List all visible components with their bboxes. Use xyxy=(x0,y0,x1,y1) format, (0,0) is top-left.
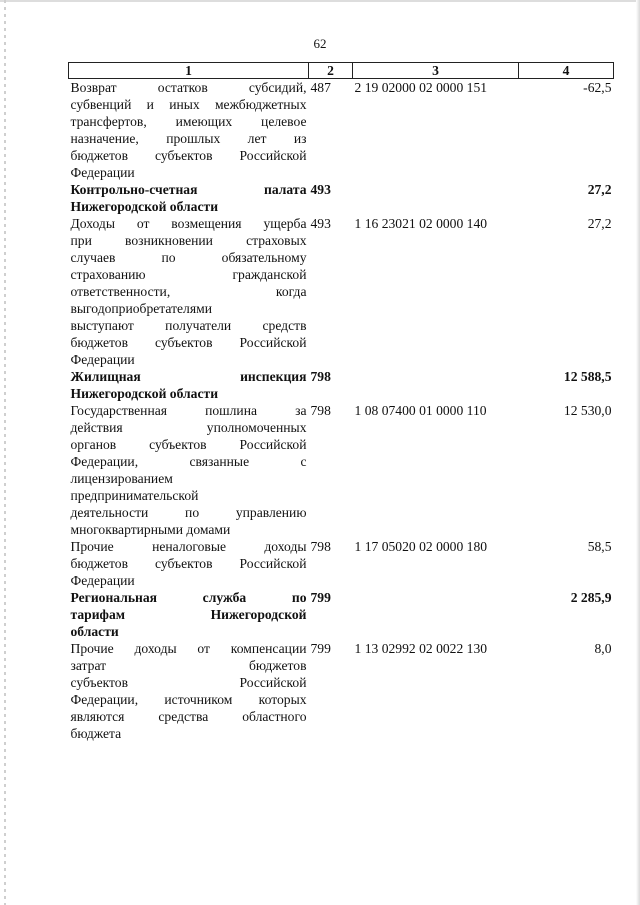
table-row xyxy=(69,215,614,368)
row-budget-code: 1 17 05020 02 0000 180 xyxy=(354,539,488,554)
row-name xyxy=(69,640,309,742)
page-number: 62 xyxy=(313,36,327,51)
row-amount: 27,2 xyxy=(587,182,612,197)
table-row xyxy=(69,368,614,402)
table-body xyxy=(69,79,614,743)
row-admin-code: 798 xyxy=(310,369,331,384)
row-admin-code: 493 xyxy=(310,216,331,231)
row-amount: 2 285,9 xyxy=(570,590,612,605)
row-admin-code: 799 xyxy=(310,641,331,656)
row-budget-code xyxy=(353,589,519,640)
row-amount: 58,5 xyxy=(587,539,612,554)
row-name-line: Федерации xyxy=(70,573,135,588)
row-name-line: Доходы от возмещения ущерба xyxy=(70,216,307,231)
row-name-line: Федерации, источником которых xyxy=(70,692,307,707)
row-name xyxy=(69,589,309,640)
row-admin-code: 493 xyxy=(310,182,331,197)
row-name-line: Нижегородской области xyxy=(70,199,219,214)
table-row xyxy=(69,79,614,182)
row-name-line: Государственная пошлина за xyxy=(70,403,307,418)
row-name-line: случаев по обязательному xyxy=(70,250,307,265)
row-name-line: Контрольно-счетная палата xyxy=(70,182,307,197)
column-header-admin-code: 2 xyxy=(309,63,353,79)
revenue-table xyxy=(68,62,614,742)
column-header-amount: 4 xyxy=(519,63,614,79)
row-name-line: страхованию гражданской xyxy=(70,267,307,282)
row-name-line: Региональная служба по xyxy=(70,590,307,605)
row-name-line: деятельности по управлению xyxy=(70,505,307,520)
row-amount: 27,2 xyxy=(587,216,612,231)
row-name-line: многоквартирными домами xyxy=(70,522,231,537)
row-name-line: являются средства областного xyxy=(70,709,307,724)
table-row xyxy=(69,402,614,538)
row-budget-code: 1 13 02992 02 0022 130 xyxy=(354,641,488,656)
scan-top-edge xyxy=(0,0,640,2)
row-name xyxy=(69,181,309,215)
row-name-line: субъектов Российской xyxy=(70,675,307,690)
row-name-line: Федерации, связанные с xyxy=(70,454,307,469)
row-name-line: выступают получатели средств xyxy=(70,318,307,333)
table-row xyxy=(69,589,614,640)
row-amount: 12 588,5 xyxy=(563,369,612,384)
row-amount: 12 530,0 xyxy=(563,403,612,418)
row-amount: 8,0 xyxy=(594,641,612,656)
row-name-line: Федерации xyxy=(70,352,135,367)
row-name-line: назначение, прошлых лет из xyxy=(70,131,307,146)
row-name-line: бюджетов субъектов Российской xyxy=(70,335,307,350)
row-name-line: Прочие неналоговые доходы xyxy=(70,539,307,554)
row-admin-code: 798 xyxy=(310,403,331,418)
row-name xyxy=(69,368,309,402)
scan-right-edge xyxy=(636,0,640,905)
row-name-line: бюджета xyxy=(70,726,122,741)
row-budget-code xyxy=(353,368,519,402)
row-name-line: лицензированием xyxy=(70,471,173,486)
row-name-line: бюджетов субъектов Российской xyxy=(70,148,307,163)
row-budget-code xyxy=(353,181,519,215)
row-name-line: Возврат остатков субсидий, xyxy=(70,80,307,95)
row-name-line: предпринимательской xyxy=(70,488,199,503)
row-name-line: Нижегородской области xyxy=(70,386,219,401)
row-name-line: области xyxy=(70,624,119,639)
row-amount: -62,5 xyxy=(583,80,612,95)
column-header-name: 1 xyxy=(69,63,309,79)
row-admin-code: 799 xyxy=(310,590,331,605)
scan-left-edge xyxy=(4,0,6,905)
row-name xyxy=(69,402,309,538)
row-budget-code: 2 19 02000 02 0000 151 xyxy=(354,80,488,95)
row-name-line: субвенций и иных межбюджетных xyxy=(70,97,307,112)
row-name xyxy=(69,215,309,368)
table-row xyxy=(69,640,614,742)
row-admin-code: 798 xyxy=(310,539,331,554)
row-budget-code: 1 08 07400 01 0000 110 xyxy=(354,403,487,418)
row-name-line: трансфертов, имеющих целевое xyxy=(70,114,307,129)
column-header-budget-code: 3 xyxy=(353,63,519,79)
row-name-line: Прочие доходы от компенсации xyxy=(70,641,307,656)
row-name-line: ответственности, когда xyxy=(70,284,307,299)
row-name-line: при возникновении страховых xyxy=(70,233,307,248)
row-name-line: Жилищная инспекция xyxy=(70,369,307,384)
row-admin-code: 487 xyxy=(310,80,331,95)
table-row xyxy=(69,181,614,215)
row-name-line: действия уполномоченных xyxy=(70,420,307,435)
row-name-line: бюджетов субъектов Российской xyxy=(70,556,307,571)
row-name xyxy=(69,79,309,182)
row-name-line: органов субъектов Российской xyxy=(70,437,307,452)
row-name xyxy=(69,538,309,589)
table-row xyxy=(69,538,614,589)
row-name-line: выгодоприобретателями xyxy=(70,301,212,316)
row-name-line: затрат бюджетов xyxy=(70,658,307,673)
table-header xyxy=(69,63,614,79)
row-name-line: Федерации xyxy=(70,165,135,180)
row-name-line: тарифам Нижегородской xyxy=(70,607,307,622)
row-budget-code: 1 16 23021 02 0000 140 xyxy=(354,216,488,231)
